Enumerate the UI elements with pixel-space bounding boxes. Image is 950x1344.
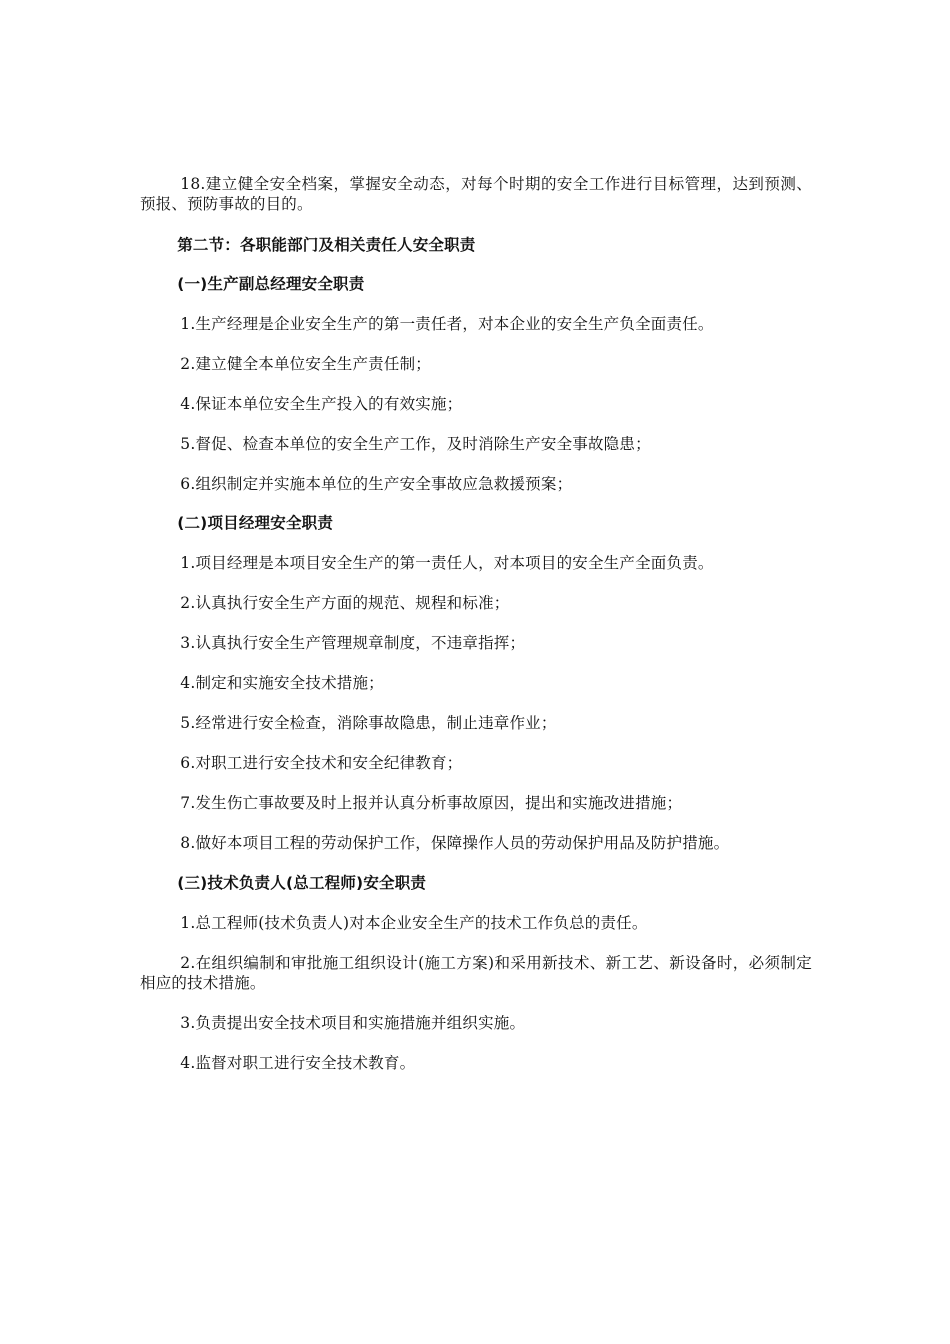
paragraph-item: 8.做好本项目工程的劳动保护工作，保障操作人员的劳动保护用品及防护措施。 (180, 834, 730, 852)
paragraph-item: 4.保证本单位安全生产投入的有效实施； (180, 395, 463, 413)
paragraph-item: 1.生产经理是企业安全生产的第一责任者，对本企业的安全生产负全面责任。 (180, 315, 714, 333)
paragraph-item: 3.负责提出安全技术项目和实施措施并组织实施。 (180, 1014, 526, 1032)
subsection-heading-2: (二)项目经理安全职责 (177, 514, 334, 532)
paragraph-item: 4.制定和实施安全技术措施； (180, 674, 384, 692)
subsection-heading-3: (三)技术负责人(总工程师)安全职责 (177, 874, 427, 892)
document-body (140, 174, 812, 1073)
paragraph-item: 4.监督对职工进行安全技术教育。 (180, 1054, 416, 1072)
paragraph-item: 7.发生伤亡事故要及时上报并认真分析事故原因，提出和实施改进措施； (180, 794, 683, 812)
paragraph-item: 1.项目经理是本项目安全生产的第一责任人，对本项目的安全生产全面负责。 (180, 554, 714, 572)
paragraph-item-18: 18.建立健全安全档案，掌握安全动态，对每个时期的安全工作进行目标管理，达到预测、预报、预防事故的目的。 (140, 175, 812, 213)
paragraph-item: 1.总工程师(技术负责人)对本企业安全生产的技术工作负总的责任。 (180, 914, 648, 932)
paragraph-item: 2.建立健全本单位安全生产责任制； (180, 355, 431, 373)
paragraph-item: 2.认真执行安全生产方面的规范、规程和标准； (180, 594, 510, 612)
paragraph-item: 5.经常进行安全检查，消除事故隐患，制止违章作业； (180, 714, 557, 732)
paragraph-item: 6.对职工进行安全技术和安全纪律教育； (180, 754, 463, 772)
paragraph-item: 5.督促、检查本单位的安全生产工作，及时消除生产安全事故隐患； (180, 435, 651, 453)
paragraph-item: 2.在组织编制和审批施工组织设计(施工方案)和采用新技术、新工艺、新设备时，必须制定相应的技术措施。 (140, 954, 812, 992)
paragraph-item: 6.组织制定并实施本单位的生产安全事故应急救援预案； (180, 475, 573, 493)
subsection-heading-1: (一)生产副总经理安全职责 (177, 275, 365, 293)
section-heading-2: 第二节：各职能部门及相关责任人安全职责 (177, 236, 476, 254)
paragraph-item: 3.认真执行安全生产管理规章制度，不违章指挥； (180, 634, 526, 652)
